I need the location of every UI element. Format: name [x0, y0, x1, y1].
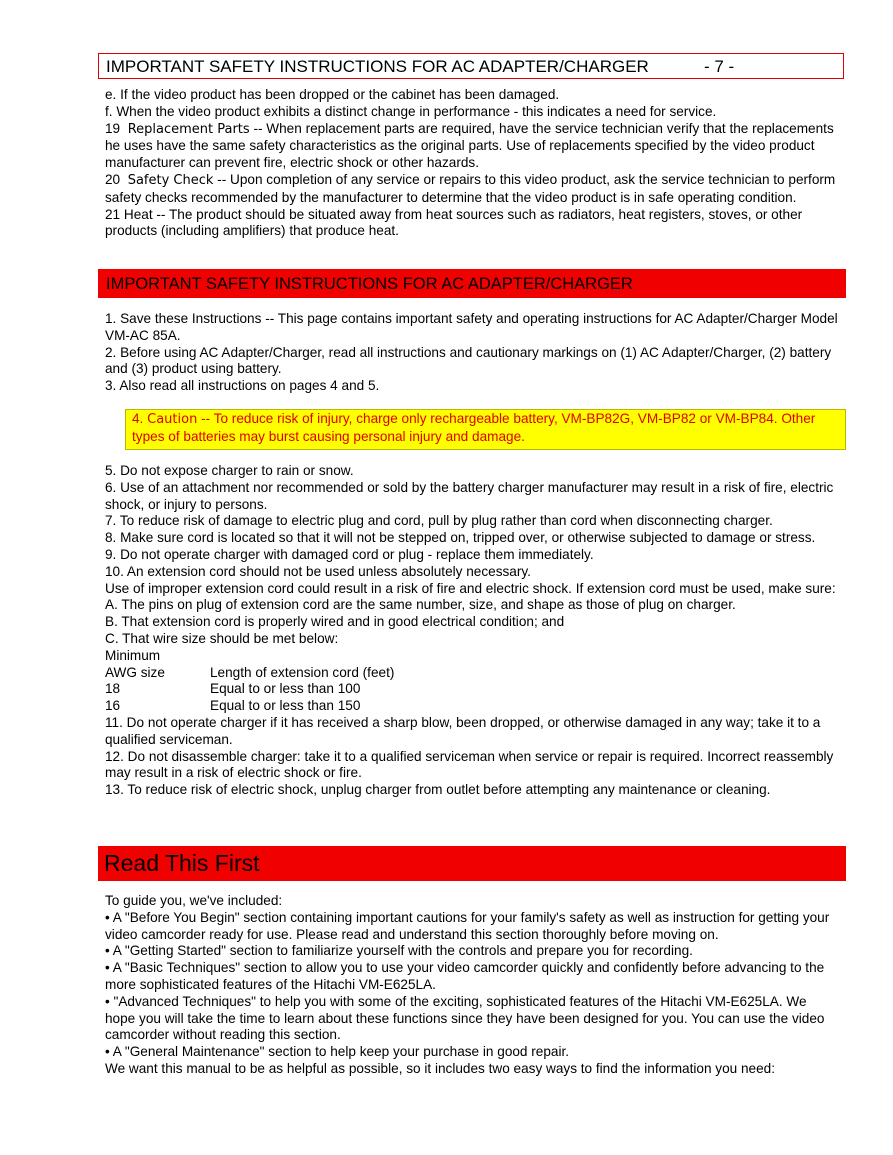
top-section	[105, 87, 840, 240]
ac-items-1-3	[105, 311, 840, 395]
ac-item-11: 11. Do not operate charger if it has received a sharp blow, been dropped, or otherwise damaged in any way; take it to a qualified serviceman.	[105, 714, 821, 747]
ac-items-5-13	[105, 463, 840, 799]
item-19-number: 19	[105, 120, 121, 136]
awg-row	[105, 681, 840, 698]
ac-item-10b: Use of improper extension cord could result in a risk of fire and electric shock. If extension cord must be used, make sure:	[105, 580, 836, 596]
read-first-bullet-5: • A "General Maintenance" section to help keep your purchase in good repair.	[105, 1044, 570, 1060]
caution-term: Caution	[147, 412, 198, 427]
read-first-bullet-2: • A "Getting Started" section to familiarize yourself with the controls and prepare you for recording.	[105, 943, 693, 959]
ac-item-1: 1. Save these Instructions -- This page contains important safety and operating instructions for AC Adapter/Charger Model VM-AC 85A.	[105, 311, 838, 343]
item-20-text: -- Upon completion of any service or repairs to this video product, ask the service technician to perform safety checks recommended by the manufacturer to determine that the video product is in safe operating condition.	[105, 171, 836, 205]
awg-header-row	[105, 665, 840, 682]
item-21: 21 Heat -- The product should be situated away from heat sources such as radiators, heat registers, stoves, or other products (including amplifiers) that produce heat.	[105, 206, 803, 239]
ac-item-5: 5. Do not expose charger to rain or snow.	[105, 463, 354, 478]
awg-col1-header: AWG size	[105, 664, 165, 680]
ac-item-8: 8. Make sure cord is located so that it will not be stepped on, tripped over, or otherwise subjected to damage or stress.	[105, 530, 816, 546]
ac-item-13: 13. To reduce risk of electric shock, unplug charger from outlet before attempting any maintenance or cleaning.	[105, 782, 771, 798]
caution-text	[132, 411, 838, 446]
ac-item-9: 9. Do not operate charger with damaged cord or plug - replace them immediately.	[105, 546, 594, 562]
ac-item-a: A. The pins on plug of extension cord are the same number, size, and shape as those of plug on charger.	[105, 597, 736, 613]
caution-body: -- To reduce risk of injury, charge only rechargeable battery, VM-BP82G, VM-BP82 or VM-BP84. Other types of batteries may burst causing personal injury and damage.	[132, 411, 816, 444]
item-19-term: Replacement Parts	[127, 121, 250, 137]
ac-item-7: 7. To reduce risk of damage to electric plug and cord, pull by plug rather than cord when disconnecting charger.	[105, 513, 773, 529]
item-19-text: -- When replacement parts are required, have the service technician verify that the replacements he uses have the same safety characteristics as the original parts. Use of replacements specified by the video product manufacturer can prevent fire, electric shock or other hazards.	[105, 120, 834, 171]
ac-item-10: 10. An extension cord should not be used unless absolutely necessary.	[105, 563, 531, 579]
item-20-term: Safety Check	[127, 172, 214, 188]
item-19	[105, 121, 840, 172]
read-first-closing: We want this manual to be as helpful as possible, so it includes two easy ways to find the information you need:	[105, 1060, 775, 1076]
awg-size-cell: 16	[105, 698, 121, 714]
ac-item-c: C. That wire size should be met below:	[105, 630, 339, 646]
ac-section-heading: IMPORTANT SAFETY INSTRUCTIONS FOR AC ADAPTER/CHARGER	[106, 275, 633, 293]
awg-pre-header: Minimum	[105, 647, 161, 663]
awg-size-cell: 18	[105, 681, 121, 697]
item-f: f. When the video product exhibits a distinct change in performance - this indicates a need for service.	[105, 103, 717, 119]
item-e: e. If the video product has been dropped or the cabinet has been damaged.	[105, 87, 560, 102]
awg-col2-header: Length of extension cord (feet)	[210, 664, 395, 680]
read-first-bullet-3: • A "Basic Techniques" section to allow you to use your video camcorder quickly and confidently before advancing to the more sophisticated features of the Hitachi VM-E625LA.	[105, 960, 825, 992]
awg-row	[105, 698, 840, 715]
read-first-heading: Read This First	[104, 850, 260, 876]
read-first-bullet-1: • A "Before You Begin" section containing important cautions for your family's safety as well as instruction for getting your video camcorder ready for use. Please read and understand this section thoroughly before moving on.	[105, 909, 830, 942]
awg-length-cell: Equal to or less than 150	[210, 698, 361, 714]
read-first-intro: To guide you, we've included:	[105, 893, 283, 908]
awg-length-cell: Equal to or less than 100	[210, 681, 361, 697]
ac-item-12: 12. Do not disassemble charger: take it to a qualified serviceman when service or repair is required. Incorrect reassembly may result in a risk of electric shock or fire.	[105, 748, 834, 781]
read-first-section	[105, 893, 840, 1078]
ac-item-2: 2. Before using AC Adapter/Charger, read all instructions and cautionary markings on (1) AC Adapter/Charger, (2) battery and (3) product using battery.	[105, 344, 832, 377]
ac-item-6: 6. Use of an attachment nor recommended or sold by the battery charger manufacturer may result in a risk of fire, electric shock, or injury to persons.	[105, 479, 834, 512]
item-20-number: 20	[105, 171, 121, 187]
page-header-title: IMPORTANT SAFETY INSTRUCTIONS FOR AC ADAPTER/CHARGER	[106, 57, 649, 76]
read-first-bullet-4: • "Advanced Techniques" to help you with some of the exciting, sophisticated features of the Hitachi VM-E625LA. We hope you will take the time to learn about these functions since they have been designed for you. You can use the video camcorder without reading this section.	[105, 993, 825, 1043]
caution-prefix: 4.	[132, 411, 148, 426]
item-20	[105, 172, 840, 207]
ac-item-b: B. That extension cord is properly wired and in good electrical condition; and	[105, 614, 565, 630]
page-number: - 7 -	[704, 57, 735, 76]
ac-item-3: 3. Also read all instructions on pages 4 and 5.	[105, 378, 380, 394]
